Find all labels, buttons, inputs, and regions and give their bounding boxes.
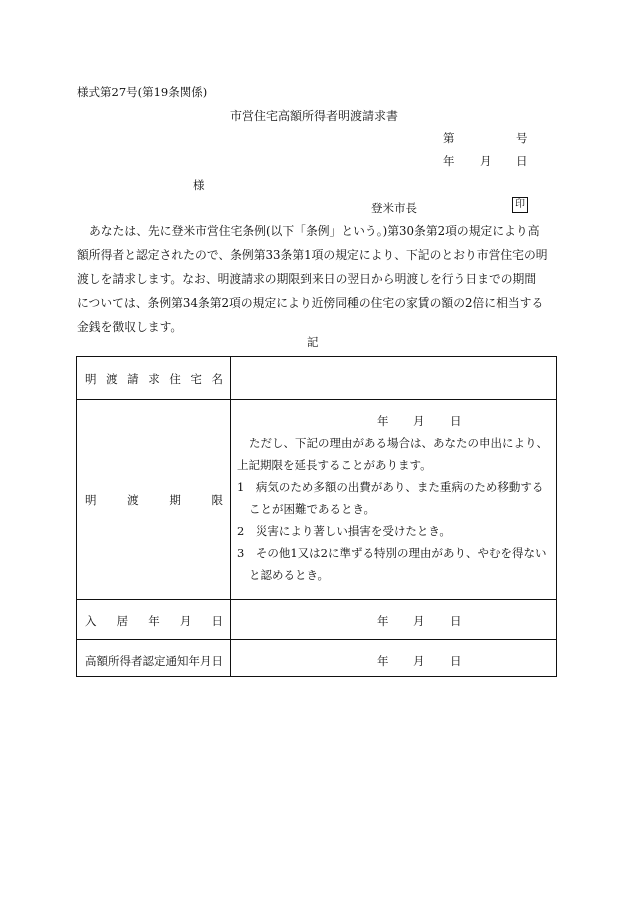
label-char: 渡: [127, 493, 139, 507]
date-year: 年: [377, 654, 389, 668]
label-char: 渡: [106, 372, 118, 386]
label-char: 明: [85, 372, 97, 386]
body-line: 額所得者と認定されたので、条例第33条第1項の規定により、下記のとおり市営住宅の明: [77, 248, 548, 262]
row-divider: [77, 639, 556, 640]
details-table: [76, 356, 557, 677]
label-char: 期: [169, 493, 181, 507]
doc-number-go: 号: [516, 131, 528, 145]
date-year: 年: [377, 414, 389, 428]
label-certification-date: 高額所得者認定通知年月日: [85, 654, 223, 668]
body-line: については、条例第34条第2項の規定により近傍同種の住宅の家賃の額の2倍に相当する: [77, 296, 544, 310]
label-char: 求: [148, 372, 160, 386]
note-line: と認めるとき。: [249, 568, 330, 582]
label-char: 月: [179, 614, 192, 628]
row-divider: [77, 399, 556, 400]
note-line: ただし、下記の理由がある場合は、あなたの申出により、: [249, 436, 548, 450]
label-char: 宅: [190, 372, 202, 386]
label-property-name: [85, 371, 223, 387]
note-line: 2 災害により著しい損害を受けたとき。: [237, 524, 451, 538]
form-number: 様式第27号(第19条関係): [77, 85, 208, 99]
issuer-name: 登米市長: [371, 201, 417, 215]
issue-date-year: 年: [443, 154, 455, 168]
label-char: 明: [85, 493, 97, 507]
ki-marker: 記: [307, 335, 319, 349]
date-day: 日: [450, 414, 462, 428]
note-line: ことが困難であるとき。: [249, 502, 376, 516]
label-char: 日: [211, 614, 223, 628]
label-char: 限: [211, 493, 223, 507]
label-move-in-date: [85, 613, 223, 629]
date-day: 日: [450, 654, 462, 668]
label-char: 請: [127, 372, 139, 386]
document-title: 市営住宅高額所得者明渡請求書: [230, 109, 399, 123]
label-char: 入: [85, 614, 97, 628]
note-line: 3 その他1又は2に準ずる特別の理由があり、やむを得ない: [237, 546, 547, 560]
column-divider: [230, 357, 231, 676]
date-day: 日: [450, 614, 462, 628]
doc-number-dai: 第: [443, 131, 455, 145]
deadline-notes: [237, 432, 548, 586]
label-char: 住: [169, 372, 181, 386]
note-line: 1 病気のため多額の出費があり、また重病のため移動する: [237, 480, 544, 494]
issue-date-day: 日: [516, 154, 528, 168]
date-month: 月: [413, 414, 425, 428]
body-line: 金銭を徴収します。: [77, 320, 183, 334]
addressee-suffix: 様: [193, 178, 205, 192]
label-char: 年: [148, 614, 160, 628]
issue-date-month: 月: [480, 154, 492, 168]
date-year: 年: [377, 614, 389, 628]
body-line: 渡しを請求します。なお、明渡請求の期限到来日の翌日から明渡しを行う日までの期間: [77, 272, 537, 286]
label-char: 名: [211, 372, 223, 386]
note-line: 上記期限を延長することがあります。: [237, 458, 432, 472]
label-deadline: [85, 492, 223, 508]
row-divider: [77, 599, 556, 600]
label-char: 居: [116, 614, 129, 628]
date-month: 月: [413, 654, 425, 668]
body-paragraph: [77, 219, 555, 339]
seal-mark: 印: [512, 197, 528, 213]
body-line: あなたは、先に登米市営住宅条例(以下「条例」という。)第30条第2項の規定により高: [89, 224, 540, 238]
date-month: 月: [413, 614, 425, 628]
